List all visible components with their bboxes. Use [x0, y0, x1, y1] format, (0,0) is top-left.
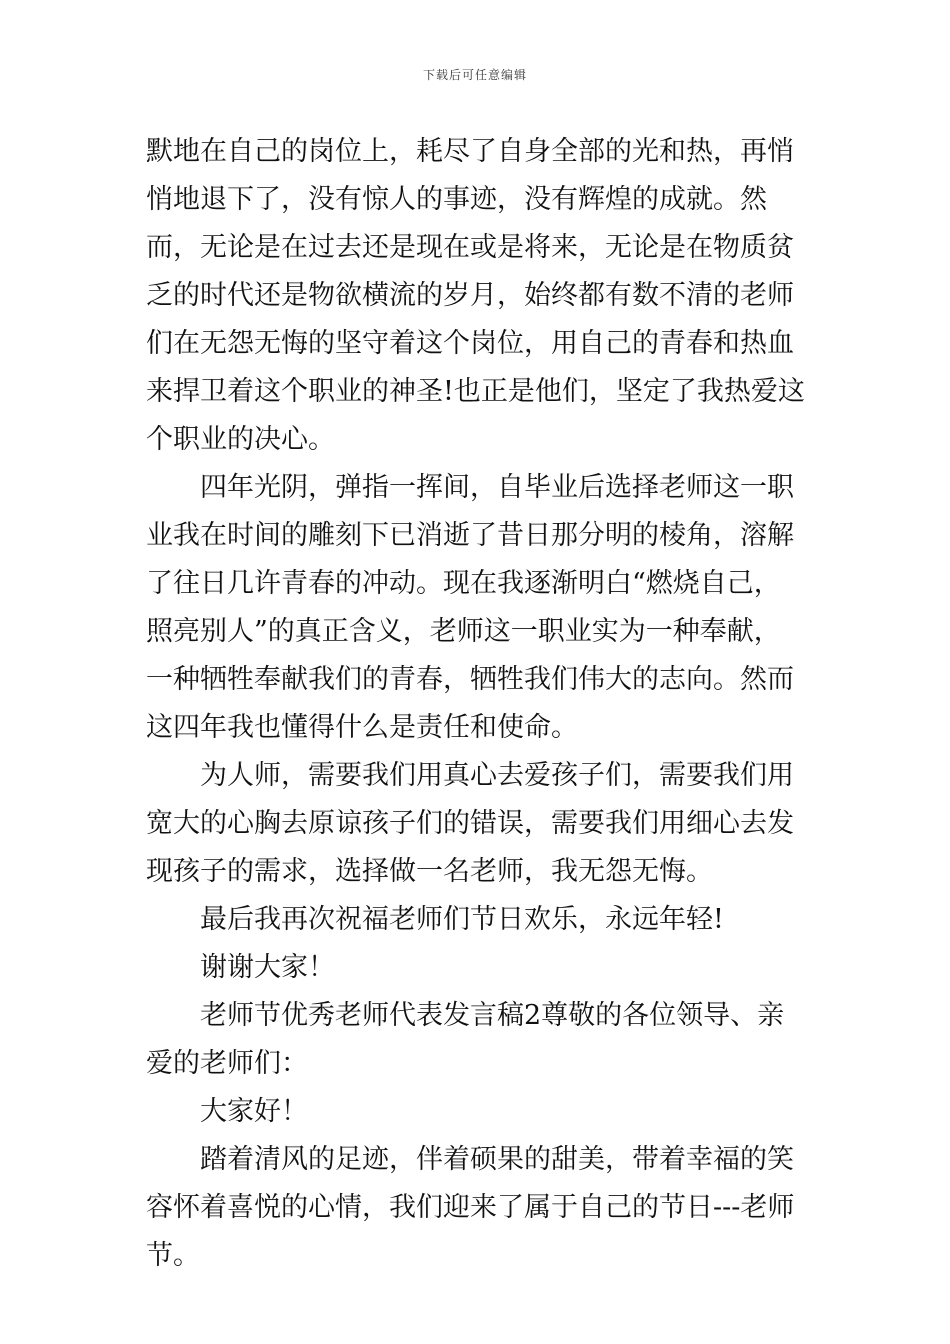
- page-header-note: 下载后可任意编辑: [422, 68, 527, 82]
- speech-title-line: 老师节优秀老师代表发言稿2尊敬的各位领导、亲爱的老师们：: [146, 1000, 785, 1079]
- paragraph: 为人师，需要我们用真心去爱孩子们，需要我们用宽大的心胸去原谅孩子们的错误，需要我们用细心去发现孩子的需求，选择做一名老师，我无怨无悔。: [146, 760, 794, 887]
- document-body: [146, 128, 806, 1280]
- paragraph: 踏着清风的足迹，伴着硕果的甜美，带着幸福的笑容怀着喜悦的心情，我们迎来了属于自己的节日---老师节。: [146, 1144, 795, 1271]
- greeting: 大家好！: [200, 1096, 308, 1127]
- paragraph-blessing: 最后我再次祝福老师们节日欢乐，永远年轻!: [200, 904, 724, 935]
- paragraph-continuation: 默地在自己的岗位上，耗尽了自身全部的光和热，再悄悄地退下了，没有惊人的事迹，没有辉煌的成就。然而，无论是在过去还是现在或是将来，无论是在物质贫乏的时代还是物欲横流的岁月，始终都有数不清的老师们在无怨无悔的坚守着这个岗位，用自己的青春和热血来捍卫着这个职业的神圣!也正是他们，坚定了我热爱这个职业的决心。: [146, 136, 805, 455]
- paragraph-thanks: 谢谢大家！: [200, 952, 335, 983]
- paragraph: 四年光阴，弹指一挥间，自毕业后选择老师这一职业我在时间的雕刻下已消逝了昔日那分明的棱角，溶解了往日几许青春的冲动。现在我逐渐明白“燃烧自己，照亮别人”的真正含义，老师这一职业实为一种奉献，一种牺牲奉献我们的青春，牺牲我们伟大的志向。然而这四年我也懂得什么是责任和使命。: [146, 472, 794, 743]
